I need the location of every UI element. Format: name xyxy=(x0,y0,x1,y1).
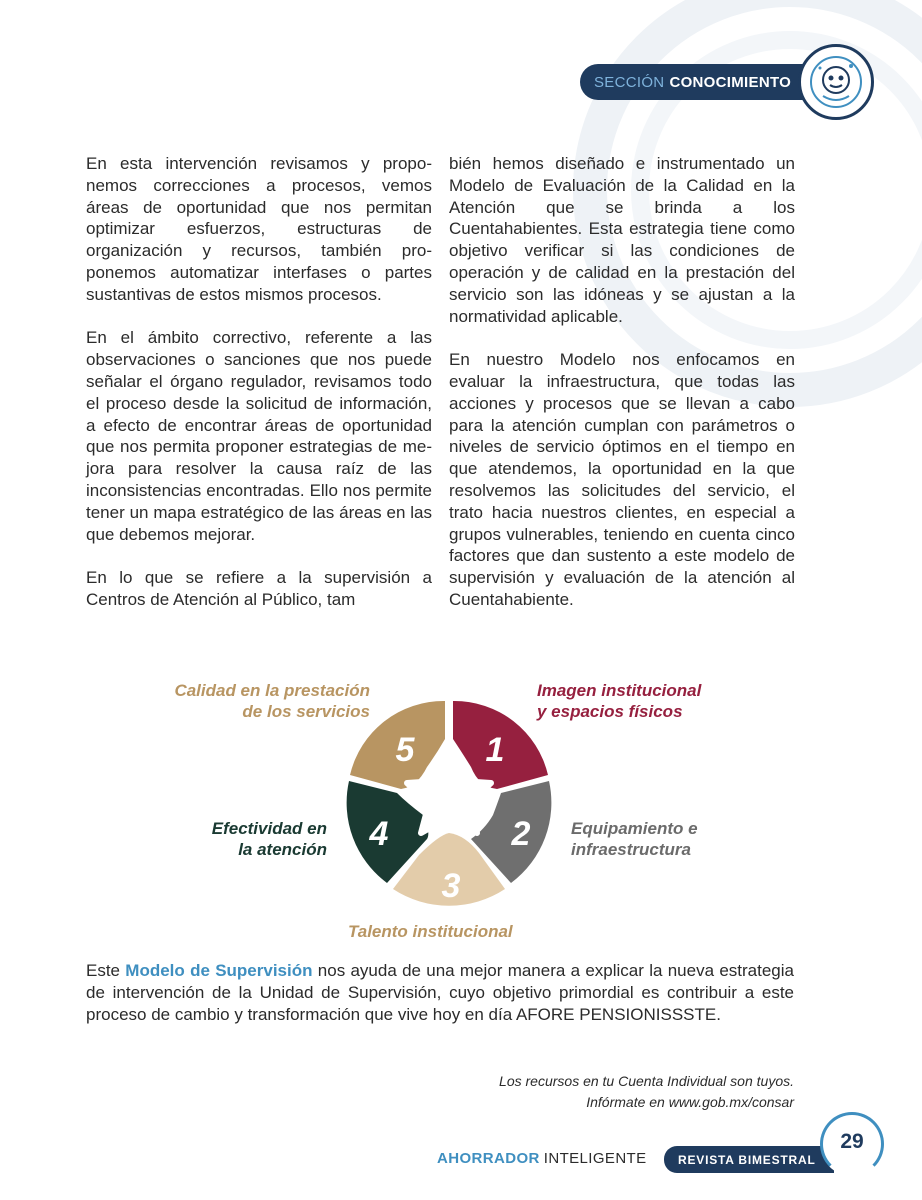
segment-number-4: 4 xyxy=(369,815,389,853)
paragraph: En lo que se refiere a la supervisión a Centros de Atención al Público, tam xyxy=(86,568,432,609)
paragraph: En el ámbito correctivo, referente a las observaciones o sanciones que nos puede señalar el órgano regulador, revisamos todo el proceso desde la solicitud de información, a efecto de encontrar áreas de oportunidad que nos permita proponer estrategias de mejora para resolver la causa raíz de las inconsistencias encontradas. Ello nos permite tener un mapa estratégico de las áreas en las que debemos mejorar. xyxy=(86,328,432,544)
footer-badge: REVISTA BIMESTRAL xyxy=(664,1146,834,1173)
closing-paragraph: Este Modelo de Supervisión nos ayuda de una mejor manera a explicar la nueva estrategia de intervención de la Unidad de Supervisión, cuyo objetivo primordial es contribuir a este proceso de cambio y transformación que vive hoy en día AFORE PENSIONISSSTE. xyxy=(86,961,794,1024)
footer-brand: AHORRADOR INTELIGENTE xyxy=(437,1150,647,1167)
footnote: Los recursos en tu Cuenta Individual son tuyos. Infórmate en www.gob.mx/consar xyxy=(499,1071,794,1113)
segment-number-2: 2 xyxy=(511,815,531,853)
segment-number-5: 5 xyxy=(395,731,415,769)
segment-number-1: 1 xyxy=(485,731,505,769)
factor-label-2: Equipamiento e infraestructura xyxy=(571,819,698,859)
paragraph: bién hemos diseñado e instrumentado un Modelo de Evaluación de la Calidad en la Atención que se brinda a los Cuentahabientes. Esta estrategia tiene como objetivo verificar si las condiciones de operación y de calidad en la prestación del servicio son las idóneas y se ajustan a la normatividad aplicable. xyxy=(449,154,795,326)
page-number: 29 xyxy=(840,1130,864,1153)
paragraph: En esta intervención revisamos y proponemos correcciones a procesos, vemos áreas de oportunidad que nos permitan optimizar esfuerzos, estructuras de organización y recursos, también proponemos automatizar interfases o partes sustantivas de estos mismos procesos. xyxy=(86,154,432,304)
factor-label-3: Talento institucional xyxy=(348,922,513,941)
section-label-light: SECCIÓN xyxy=(594,73,665,91)
body-left-column xyxy=(86,153,432,633)
section-badge xyxy=(580,64,820,100)
section-label-bold: CONOCIMIENTO xyxy=(669,73,792,91)
body-right-column xyxy=(449,153,795,633)
footnote-link[interactable]: Infórmate en www.gob.mx/consar xyxy=(586,1094,794,1110)
factor-label-1: Imagen institucional y espacios físicos xyxy=(537,681,702,721)
highlight-model: Modelo de Supervisión xyxy=(125,961,313,980)
astronaut-mascot-icon xyxy=(798,44,874,120)
five-factor-diagram xyxy=(0,670,922,950)
factor-label-4: Efectividad en la atención xyxy=(211,819,327,859)
paragraph: En nuestro Modelo nos enfocamos en evaluar la infraestructura, que todas las acciones y procesos que se llevan a cabo para la atención cumplan con parámetros o niveles de servicio óptimos en el tiempo en que atendemos, la oportunidad en la que resolvemos las solicitudes del servicio, el trato hacia nuestros clientes, en especial a grupos vulnerables, teniendo en cuenta cinco factores que dan sustento a este modelo de supervisión y evaluación de la atención al Cuentahabiente. xyxy=(449,350,795,609)
segment-number-3: 3 xyxy=(441,867,461,905)
factor-label-5: Calidad en la prestación de los servicios xyxy=(174,681,370,721)
